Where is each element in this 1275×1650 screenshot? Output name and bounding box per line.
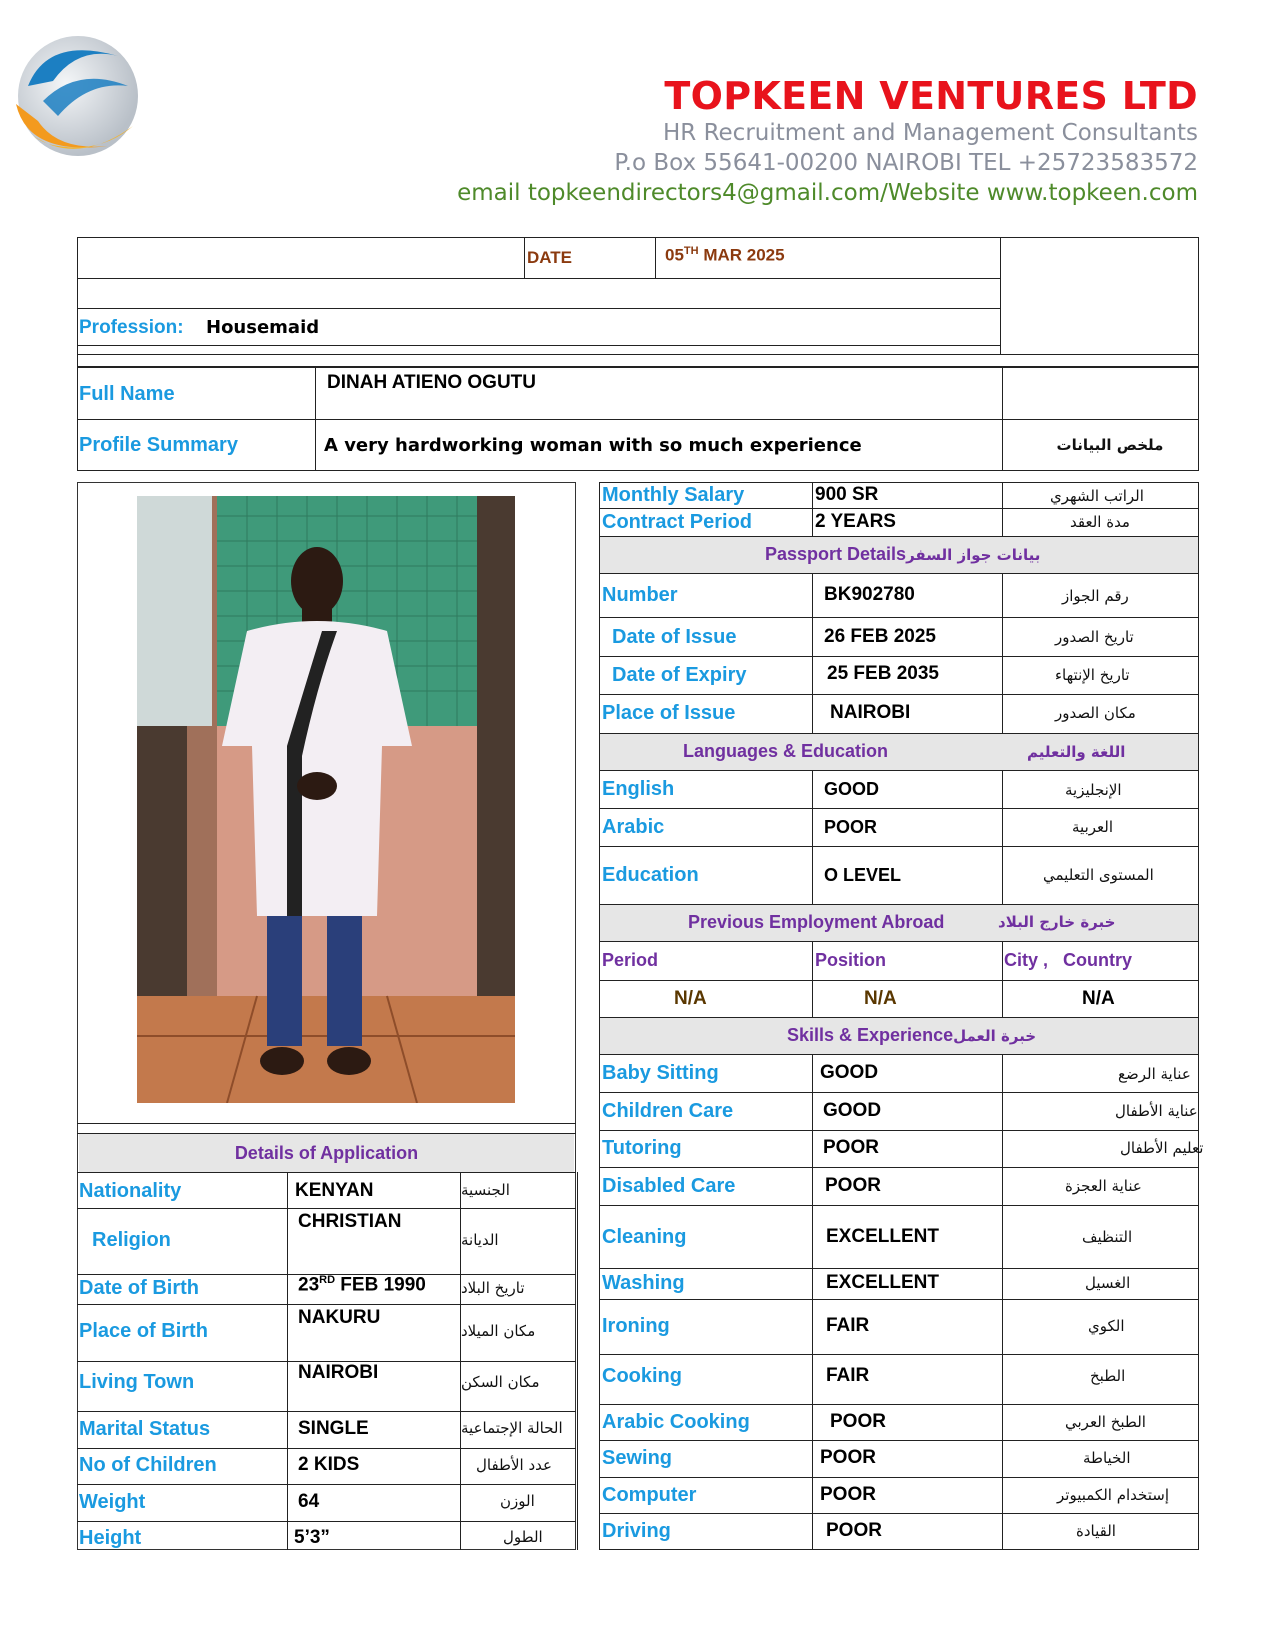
letterhead (457, 74, 1198, 208)
date-label: DATE (527, 248, 573, 267)
salary-ar: الراتب الشهري (1050, 487, 1144, 505)
company-name: TOPKEEN VENTURES LTD (664, 74, 1198, 118)
salary-value: 900 SR (815, 484, 879, 505)
candidate-photo (137, 496, 515, 1103)
profile-summary-value: A very hardworking woman with so much experience (324, 435, 862, 456)
profession-label: Profession: (79, 317, 184, 338)
company-address: P.o Box 55641-00200 NAIROBI TEL +25723583572 (614, 150, 1198, 176)
employment-title: Previous Employment Abroad (688, 912, 945, 932)
contract-period-label: Contract Period (602, 511, 753, 533)
employment-period-value: N/A (674, 988, 707, 1009)
employment-col-city-country: City , Country (1004, 950, 1133, 970)
application-title: Details of Application (234, 1143, 419, 1163)
profile-summary-label: Profile Summary (79, 434, 238, 456)
employment-country-value: N/A (1082, 988, 1115, 1009)
employment-col-period: Period (602, 950, 659, 970)
languages-title: Languages & Education (683, 741, 889, 761)
employment-position-value: N/A (864, 988, 897, 1009)
full-name-label: Full Name (79, 383, 175, 405)
salary-label: Monthly Salary (602, 484, 745, 506)
languages-title-ar: اللغة والتعليم (1027, 743, 1126, 761)
company-tagline: HR Recruitment and Management Consultants (663, 120, 1198, 146)
employment-title-ar: خبرة خارج البلاد (998, 913, 1116, 931)
contract-period-value: 2 YEARS (815, 511, 896, 532)
company-contact: email topkeendirectors4@gmail.com/Website www.topkeen.com (457, 180, 1198, 206)
contract-period-ar: مدة العقد (1070, 513, 1130, 531)
employment-col-position: Position (815, 950, 886, 970)
company-logo-icon (8, 26, 148, 166)
passport-title: Passport Detailsبيانات جواز السفر (765, 544, 1041, 564)
full-name-value: DINAH ATIENO OGUTU (327, 372, 536, 393)
profile-summary-ar: ملخص البيانات (1056, 436, 1164, 454)
top-block (77, 237, 1199, 367)
skills-title: Skills & Experienceخبرة العمل (787, 1025, 1037, 1045)
date-value: 05TH MAR 2025 (665, 245, 785, 265)
profession-value: Housemaid (206, 317, 320, 338)
